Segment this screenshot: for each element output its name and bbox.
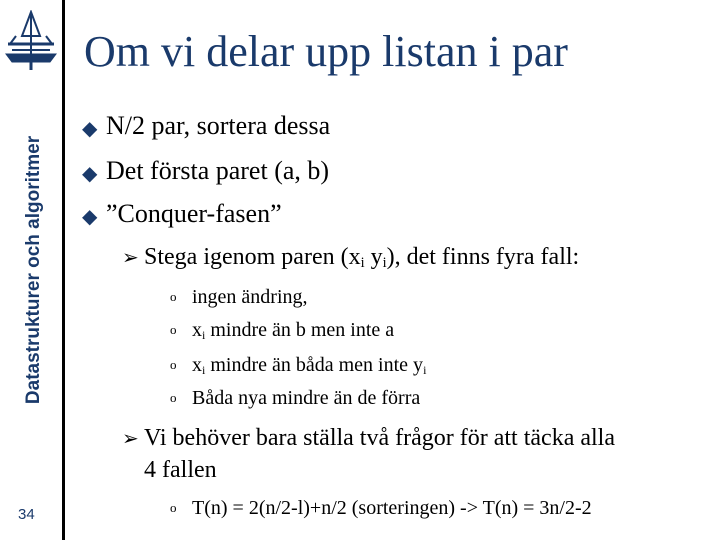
bullet-1: ◆ N/2 par, sortera dessa	[82, 111, 331, 140]
sub-bullet-2: ➢ Vi behöver bara ställa två frågor för att täcka alla	[122, 425, 615, 451]
circle-bullet-icon: o	[170, 322, 177, 337]
slide-title: Om vi delar upp listan i par	[84, 27, 568, 76]
sidebar	[0, 0, 62, 540]
diamond-bullet-icon: ◆	[82, 163, 98, 185]
arrow-bullet-icon: ➢	[122, 428, 139, 450]
diamond-bullet-icon: ◆	[82, 206, 98, 228]
bullet-2: ◆ Det första paret (a, b)	[82, 156, 330, 185]
circle-bullet-icon: o	[170, 289, 177, 304]
case-3: o $x_i$ mindre än båda men inte $y_i$	[170, 354, 427, 377]
circle-bullet-icon: o	[170, 357, 177, 372]
page-number: 34	[18, 506, 35, 523]
diamond-bullet-icon: ◆	[82, 118, 98, 140]
circle-bullet-icon: o	[170, 390, 177, 405]
sidebar-divider	[62, 0, 65, 540]
sub-bullet-1: ➢ Stega igenom paren ($x_i$ $y_i$), det finns fyra fall:	[122, 244, 580, 271]
course-title: Datastrukturer och algoritmer	[23, 135, 44, 405]
university-logo-icon	[2, 10, 60, 72]
bullet-3: ◆ ”Conquer-fasen”	[82, 199, 282, 228]
case-4: o Båda nya mindre än de förra	[170, 387, 421, 409]
formula: o T(n) = 2(n/2-l)+n/2 (sorteringen) -> T(n) = 3n/2-2	[170, 497, 592, 519]
case-1: o ingen ändring,	[170, 286, 308, 308]
circle-bullet-icon: o	[170, 500, 177, 515]
case-2: o $x_i$ mindre än b men inte a	[170, 319, 395, 342]
arrow-bullet-icon: ➢	[122, 247, 139, 269]
sub-bullet-2-cont: 4 fallen	[144, 457, 217, 483]
